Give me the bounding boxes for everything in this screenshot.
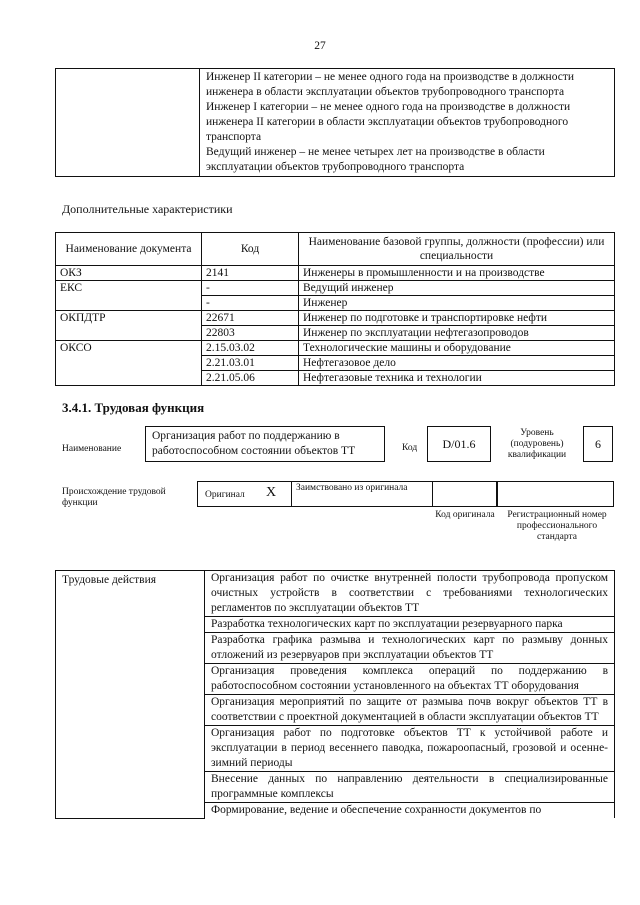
- experience-row: Инженер I категории – не менее одного года на производстве в должности инженера II категории в области эксплуатации объектов трубопроводного транспорта: [206, 101, 571, 143]
- doc-cell: ЕКС: [56, 281, 202, 311]
- reg-number-label: Регистрационный номер профессионального стандарта: [507, 510, 607, 542]
- action-item: Разработка графика размыва и технологических карт по размыву донных отложений из резервуаров при эксплуатации объектов ТТ: [205, 633, 615, 664]
- table-row: [56, 311, 615, 326]
- code-cell: 22671: [202, 311, 299, 326]
- name-cell: Инженер по подготовке и транспортировке нефти: [299, 311, 615, 326]
- name-cell: Нефтегазовые техника и технологии: [299, 371, 615, 386]
- name-cell: Ведущий инженер: [299, 281, 615, 296]
- table-row: [56, 571, 615, 617]
- doc-cell: ОКЗ: [56, 266, 202, 281]
- action-item: Внесение данных по направлению деятельности в специализированные программные комплексы: [205, 772, 615, 803]
- action-item: Разработка технологических карт по эксплуатации резервуарного парка: [205, 617, 615, 633]
- name-cell: Нефтегазовое дело: [299, 356, 615, 371]
- action-item: Организация мероприятий по защите от размыва почв вокруг объектов ТТ в соответствии с проектной документацией в области эксплуатации объектов ТТ: [205, 695, 615, 726]
- action-item: Организация работ по очистке внутренней полости трубопровода пропуском очистных устройств в соответствии с требованиями технологических регламентов по эксплуатации объектов ТТ: [205, 571, 615, 617]
- function-code-box: D/01.6: [427, 426, 491, 462]
- code-cell: 2.15.03.02: [202, 341, 299, 356]
- table-row: [56, 281, 615, 296]
- page-number: 27: [314, 40, 326, 52]
- col-header-doc: Наименование документа: [56, 233, 202, 266]
- table-row: [56, 266, 615, 281]
- code-label: Код: [402, 443, 418, 453]
- experience-content-cell: [200, 69, 615, 177]
- table-row: [56, 341, 615, 356]
- level-label: Уровень (подуровень) квалификации: [507, 428, 567, 460]
- reg-number-box: [497, 481, 614, 507]
- name-cell: Инженер по эксплуатации нефтегазопроводов: [299, 326, 615, 341]
- original-mark: X: [266, 485, 277, 500]
- additional-table: [55, 232, 615, 386]
- actions-table: [55, 570, 615, 819]
- action-item: Формирование, ведение и обеспечение сохранности документов по: [205, 803, 615, 819]
- code-cell: 2141: [202, 266, 299, 281]
- name-cell: Технологические машины и оборудование: [299, 341, 615, 356]
- origin-divider: [432, 481, 433, 507]
- doc-cell: ОКПДТР: [56, 311, 202, 341]
- name-cell: Инженеры в промышленности и на производстве: [299, 266, 615, 281]
- borrowed-label: Заимствовано из оригинала: [296, 483, 408, 493]
- code-cell: -: [202, 281, 299, 296]
- origin-label: Происхождение трудовой функции: [62, 487, 166, 508]
- section-heading: 3.4.1. Трудовая функция: [62, 400, 205, 415]
- function-name-box: Организация работ по поддержанию в работоспособном состоянии объектов ТТ: [145, 426, 385, 462]
- experience-table: [55, 68, 615, 177]
- action-item: Организация работ по подготовке объектов ТТ к устойчивой работе и эксплуатации в период весеннего паводка, пожароопасный, грозовой и осенне-зимний периоды: [205, 726, 615, 772]
- action-item: Организация проведения комплекса операций по поддержанию в работоспособном состоянии установленного на объектах ТТ оборудования: [205, 664, 615, 695]
- name-label: Наименование: [62, 444, 122, 454]
- code-cell: 2.21.03.01: [202, 356, 299, 371]
- code-original-label: Код оригинала: [435, 510, 495, 520]
- doc-cell: ОКСО: [56, 341, 202, 386]
- origin-divider: [291, 481, 292, 507]
- experience-row: Инженер II категории – не менее одного года на производстве в должности инженера в области эксплуатации объектов трубопроводного транспорта: [206, 71, 575, 98]
- code-cell: 22803: [202, 326, 299, 341]
- level-box: 6: [583, 426, 613, 462]
- original-label: Оригинал: [205, 490, 245, 500]
- name-cell: Инженер: [299, 296, 615, 311]
- actions-label: Трудовые действия: [56, 571, 205, 819]
- col-header-name: Наименование базовой группы, должности (профессии) или специальности: [299, 233, 615, 266]
- experience-label-cell: [56, 69, 200, 177]
- experience-row: Ведущий инженер – не менее четырех лет на производстве в области эксплуатации объектов трубопроводного транспорта: [206, 146, 545, 173]
- code-cell: 2.21.05.06: [202, 371, 299, 386]
- additional-heading: Дополнительные характеристики: [62, 202, 233, 216]
- code-cell: -: [202, 296, 299, 311]
- col-header-code: Код: [202, 233, 299, 266]
